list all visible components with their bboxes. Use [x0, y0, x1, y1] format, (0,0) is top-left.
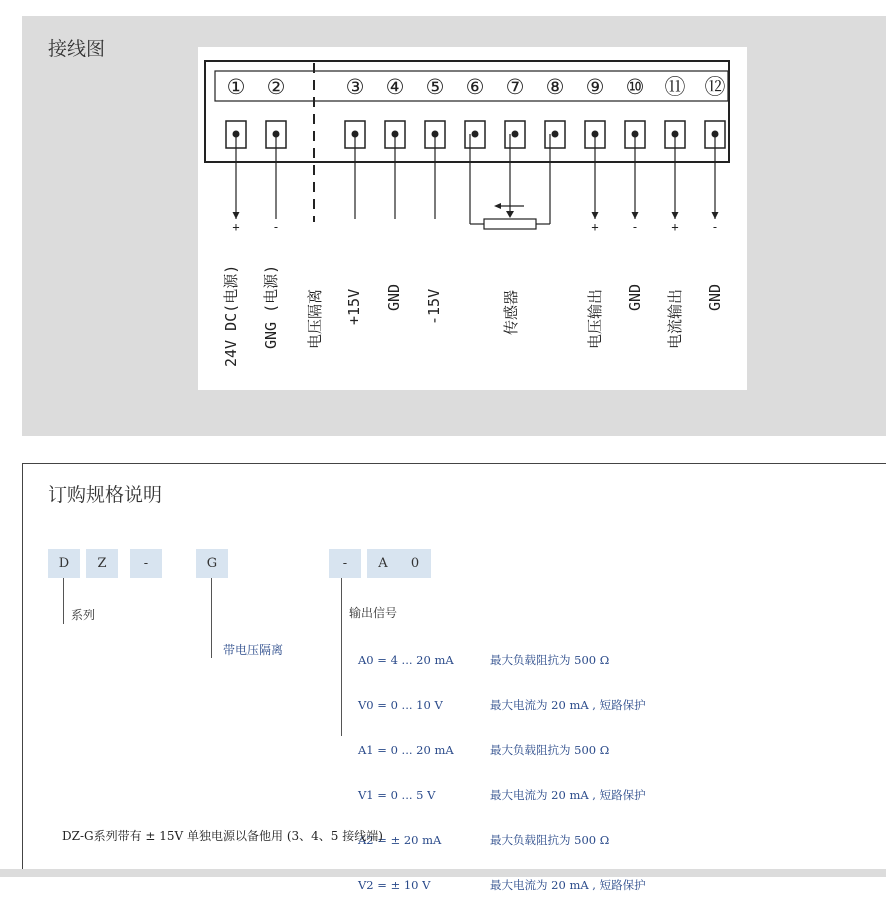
code-char-dash: -	[130, 549, 162, 578]
label-minus15v: -15V	[425, 288, 443, 325]
series-leader-line	[63, 578, 64, 624]
order-title: 订购规格说明	[48, 484, 163, 506]
terminal-number-8: ⑧	[545, 75, 565, 99]
wire-1-arrow	[233, 212, 240, 219]
signal-leader-line	[341, 578, 342, 736]
signal-desc: 最大电流为 20 mA , 短路保护	[490, 878, 646, 892]
terminal-number-12: ⑫	[704, 75, 726, 99]
polarity-sign: -	[631, 220, 639, 234]
signal-codes	[358, 623, 454, 908]
wire-9-arrow	[592, 212, 599, 219]
signal-code: A2 = ± 20 mA	[358, 833, 442, 847]
wire-10-arrow	[632, 212, 639, 219]
signal-desc: 最大电流为 20 mA , 短路保护	[490, 698, 646, 712]
wiring-diagram	[198, 47, 747, 390]
code-char-0: 0	[399, 549, 431, 578]
label-24v-dc: 24V DC(电源)	[222, 264, 240, 367]
signal-desc: 最大负载阻抗为 500 Ω	[490, 833, 610, 847]
label-gnd-10: GND	[626, 283, 644, 311]
signal-code: V2 = ± 10 V	[358, 878, 431, 892]
signal-code: V0 = 0 ... 10 V	[358, 698, 443, 712]
terminal-number-1: ①	[226, 75, 246, 99]
signal-desc: 最大负载阻抗为 500 Ω	[490, 743, 610, 757]
terminal-number-10: ⑩	[625, 75, 645, 99]
terminal-number-3: ③	[345, 75, 365, 99]
label-gnd-4: GND	[385, 283, 403, 311]
terminal-dot	[552, 131, 559, 138]
bottom-bar	[0, 869, 886, 877]
code-char-a: A	[367, 549, 399, 578]
label-current-output: 电流输出	[666, 288, 684, 349]
signal-code: V1 = 0 ... 5 V	[358, 788, 436, 802]
wiring-title: 接线图	[48, 38, 106, 60]
label-voltage-output: 电压输出	[586, 288, 604, 349]
polarity-sign: +	[232, 220, 240, 234]
code-char-dash-2: -	[329, 549, 361, 578]
terminal-number-7: ⑦	[505, 75, 525, 99]
code-char-g: G	[196, 549, 228, 578]
polarity-sign: +	[591, 220, 599, 234]
signal-code: A1 = 0 ... 20 mA	[358, 743, 454, 757]
polarity-sign: -	[711, 220, 719, 234]
polarity-sign: +	[671, 220, 679, 234]
polarity-sign: -	[272, 220, 280, 234]
label-plus15v: +15V	[345, 288, 363, 325]
terminal-number-11: ⑪	[664, 75, 686, 99]
label-isolation: 电压隔离	[306, 288, 324, 349]
terminal-number-9: ⑨	[585, 75, 605, 99]
code-char-z: Z	[86, 549, 118, 578]
signal-desc: 最大负载阻抗为 500 Ω	[490, 653, 610, 667]
bottom-note: DZ-G系列带有 ± 15V 单独电源以备他用 (3、4、5 接线端)	[62, 829, 383, 843]
label-gng: GNG (电源)	[262, 264, 280, 349]
wire-12-arrow	[712, 212, 719, 219]
signal-code: A0 = 4 ... 20 mA	[358, 653, 454, 667]
terminal-number-6: ⑥	[465, 75, 485, 99]
wire-11-arrow	[672, 212, 679, 219]
series-label: 系列	[71, 608, 96, 622]
label-gnd-12: GND	[706, 283, 724, 311]
terminal-number-4: ④	[385, 75, 405, 99]
code-char-d: D	[48, 549, 80, 578]
signal-title: 输出信号	[349, 606, 398, 620]
terminal-dot	[512, 131, 519, 138]
terminal-number-2: ②	[266, 75, 286, 99]
signal-desc: 最大电流为 20 mA , 短路保护	[490, 788, 646, 802]
label-sensor: 传感器	[502, 289, 520, 335]
isolation-leader-line	[211, 578, 212, 658]
order-spec-section	[22, 463, 886, 869]
signal-descriptions	[490, 623, 646, 908]
isolation-label: 带电压隔离	[223, 643, 284, 657]
terminal-dot	[472, 131, 479, 138]
terminal-number-5: ⑤	[425, 75, 445, 99]
